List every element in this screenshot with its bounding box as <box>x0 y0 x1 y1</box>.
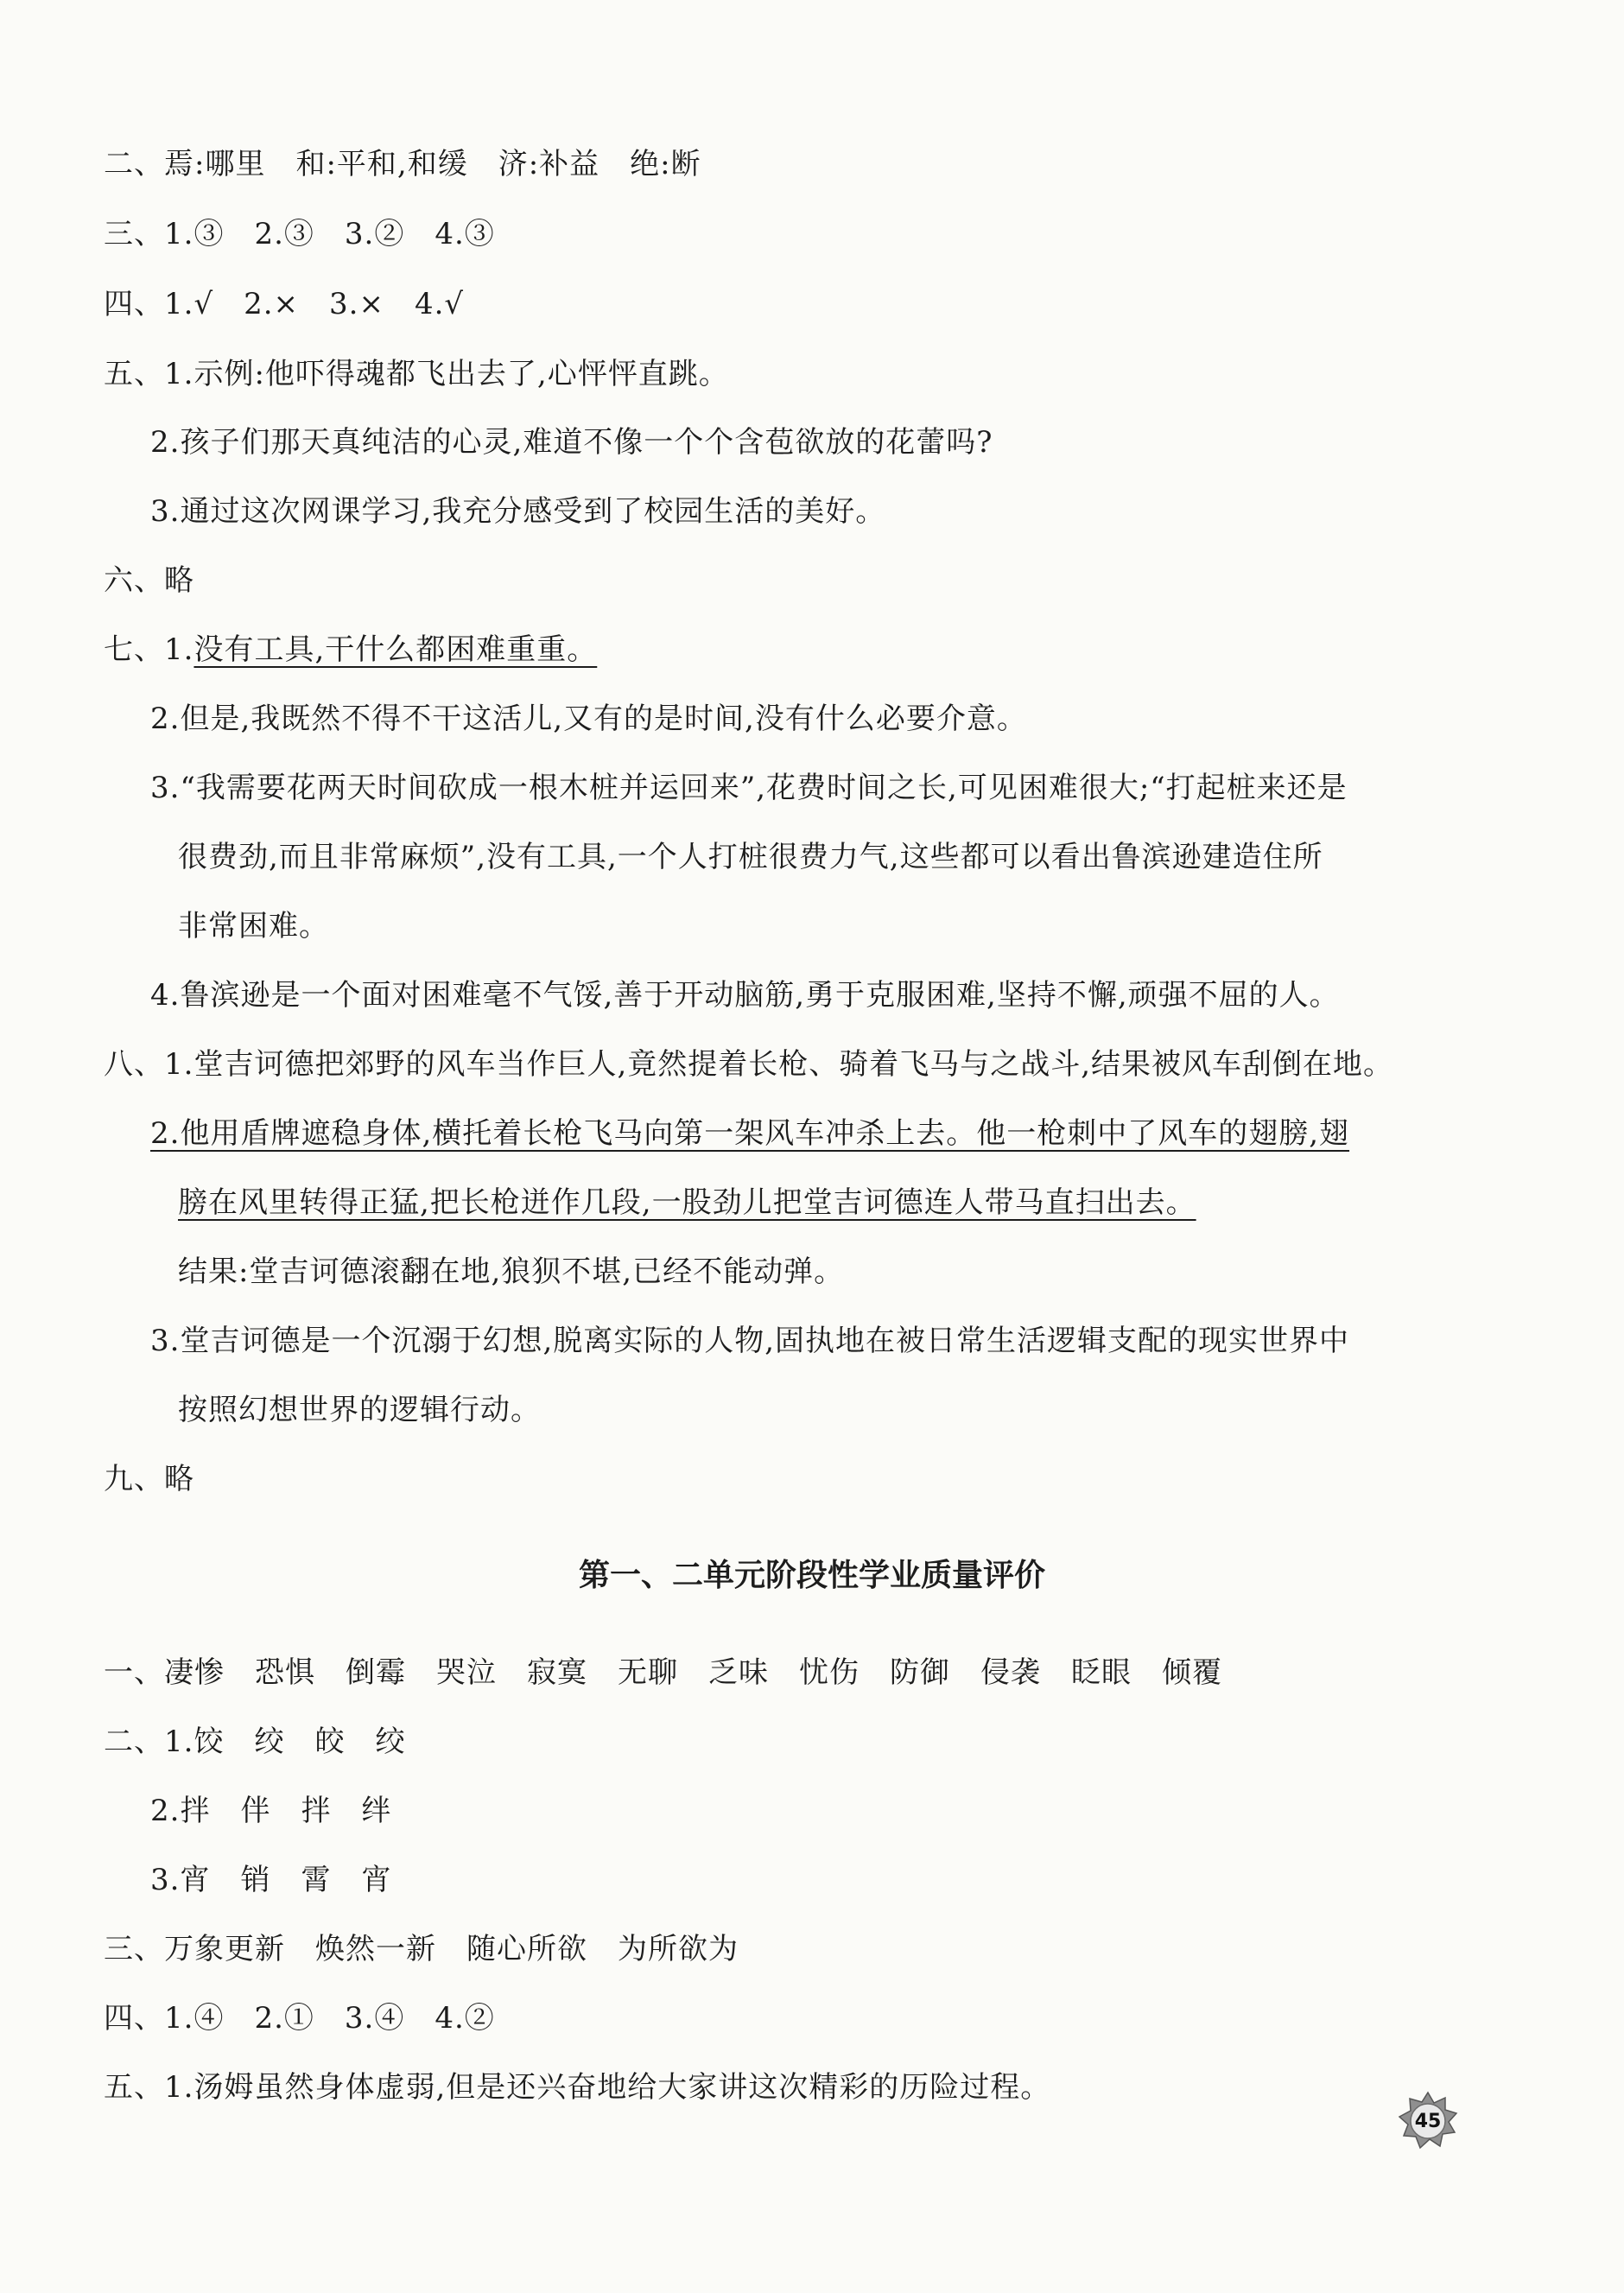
answer-line: 二、焉:哪里 和:平和,和缓 济:补益 绝:断 <box>104 147 701 181</box>
underlined-quote: 2.他用盾牌遮稳身体,横托着长枪飞马向第一架风车冲杀上去。他一枪刺中了风车的翅膀,翅 <box>150 1116 1350 1151</box>
answer-line: 五、1.示例:他吓得魂都飞出去了,心怦怦直跳。 <box>104 357 729 391</box>
answer-line: 四、1.④ 2.① 3.④ 4.② <box>104 2001 495 2036</box>
answer-line: 3.通过这次网课学习,我充分感受到了校园生活的美好。 <box>150 494 886 529</box>
answer-line: 一、凄惨 恐惧 倒霉 哭泣 寂寞 无聊 乏味 忧伤 防御 侵袭 眨眼 倾覆 <box>104 1655 1222 1690</box>
answer-line: 2.拌 伴 拌 绊 <box>150 1794 392 1828</box>
answer-line: 3.“我需要花两天时间砍成一根木桩并运回来”,花费时间之长,可见困难很大;“打起桩来还是 <box>150 771 1348 805</box>
answer-line: 2.但是,我既然不得不干这活儿,又有的是时间,没有什么必要介意。 <box>150 702 1027 736</box>
answer-prefix: 七、1. <box>104 632 194 667</box>
answer-line: 结果:堂吉诃德滚翻在地,狼狈不堪,已经不能动弹。 <box>178 1254 845 1289</box>
answer-line: 四、1.√ 2.× 3.× 4.√ <box>104 287 465 321</box>
page-number: 45 <box>1414 2110 1442 2132</box>
answer-line: 3.宵 销 霄 宵 <box>150 1863 392 1897</box>
page-number-badge <box>1398 2091 1458 2151</box>
answer-line: 三、1.③ 2.③ 3.② 4.③ <box>104 217 495 251</box>
answer-line: 五、1.汤姆虽然身体虚弱,但是还兴奋地给大家讲这次精彩的历险过程。 <box>104 2070 1051 2105</box>
answer-line: 很费劲,而且非常麻烦”,没有工具,一个人打桩很费力气,这些都可以看出鲁滨逊建造住所 <box>178 840 1323 874</box>
answer-line: 三、万象更新 焕然一新 随心所欲 为所欲为 <box>104 1932 739 1966</box>
answer-line: 二、1.饺 绞 皎 绞 <box>104 1725 406 1759</box>
answer-line: 按照幻想世界的逻辑行动。 <box>178 1393 541 1427</box>
underlined-quote: 膀在风里转得正猛,把长枪迸作几段,一股劲儿把堂吉诃德连人带马直扫出去。 <box>178 1185 1196 1220</box>
answer-line: 3.堂吉诃德是一个沉溺于幻想,脱离实际的人物,固执地在被日常生活逻辑支配的现实世界中 <box>150 1324 1350 1358</box>
answer-line: 2.孩子们那天真纯洁的心灵,难道不像一个个含苞欲放的花蕾吗? <box>150 425 993 460</box>
answer-line: 六、略 <box>104 563 194 598</box>
underlined-quote: 没有工具,干什么都困难重重。 <box>193 632 598 667</box>
answer-line <box>104 629 597 670</box>
section-title: 第一、二单元阶段性学业质量评价 <box>578 1558 1045 1593</box>
answer-line: 非常困难。 <box>178 909 329 943</box>
answer-line: 八、1.堂吉诃德把郊野的风车当作巨人,竟然提着长枪、骑着飞马与之战斗,结果被风车刮倒在地。 <box>104 1047 1394 1082</box>
answer-line: 九、略 <box>104 1462 194 1496</box>
answer-line: 4.鲁滨逊是一个面对困难毫不气馁,善于开动脑筋,勇于克服困难,坚持不懈,顽强不屈的人。 <box>150 978 1340 1013</box>
